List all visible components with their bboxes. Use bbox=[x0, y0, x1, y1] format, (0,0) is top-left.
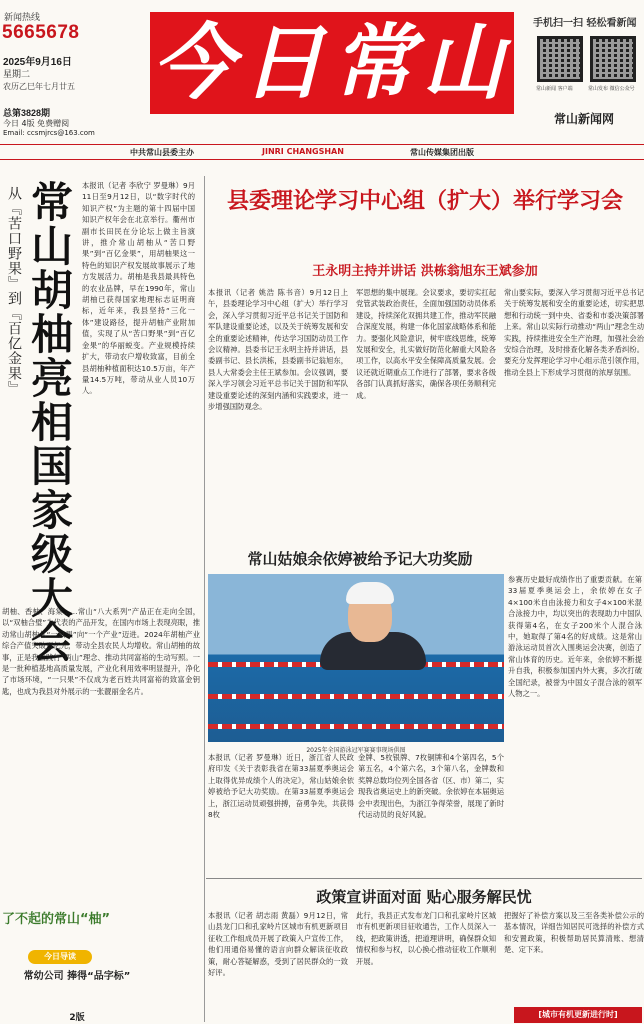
issue-date: 2025年9月16日 bbox=[3, 57, 72, 68]
today-guide-tag: 今日导读 bbox=[28, 950, 92, 964]
issue-number: 总第3828期 bbox=[3, 108, 51, 118]
swim-cap bbox=[346, 582, 394, 604]
newspaper-logo bbox=[150, 12, 514, 114]
service-headline[interactable]: 政策宣讲面对面 贴心服务解民忧 bbox=[316, 888, 532, 906]
weekday: 星期二 bbox=[3, 70, 31, 80]
qr-code-app[interactable] bbox=[537, 36, 583, 82]
service-story-column-2: 此行，我县正式发布龙门口和孔家岭片区城市有机更新项目征收通告，工作人员深入一线，把政策讲透，把道理讲明，确保群众知情权和参与权，以心换心推动征收工作顺利开展。 bbox=[356, 911, 496, 966]
hotline-number: 5665678 bbox=[2, 22, 80, 43]
news-site-name: 常山新闻网 bbox=[554, 112, 615, 126]
swim-story-column-3: 参赛历史最好成绩作出了重要贡献。在第33届夏季奥运会上，余依婷在女子4×100米自由泳接力和女子4×100米混合泳接力中，均以突出的表现助力中国队获得第4名，在女子200米个人混合泳中，她取得了第4名的好成绩。这是常山游泳运动员首次入围奥运会决赛，创造了常山体育的历史。近年来，余依婷不断提升自我，积极参加国内外大赛，多次打破全国纪录，被誉为中国女子混合泳的领军人物之一。 bbox=[508, 575, 642, 699]
left-story-promo: 了不起的常山“柚” bbox=[2, 912, 111, 927]
column-divider bbox=[204, 176, 205, 1022]
lane-rope bbox=[208, 724, 504, 729]
lunar-date: 农历乙巳年七月廿五 bbox=[3, 82, 75, 91]
hotline-label: 新闻热线 bbox=[4, 13, 41, 23]
band-pinyin: JINRI CHANGSHAN bbox=[262, 147, 344, 156]
main-story-column-2: 军思想的集中展现。会议要求，要切实扛起党管武装政治责任，全面加强国防动员体系建设，持续深化双拥共建工作，推动军民融合深度发展，构建一体化国家战略体系和能力。要强化风险意识，树牢底线思维，统筹发展和安全，扎实做好防范化解重大风险各项工作，以高水平安全保障高质量发展。会议还就近期重点工作进行了部署，要求各级各部门认真抓好落实，确保各项任务顺利完成。 bbox=[356, 288, 496, 400]
contact-email: Email: ccsmjrcs@163.com bbox=[3, 129, 95, 137]
swim-story-column-1: 本报讯（记者 罗曼琳）近日，浙江省人民政府印发《关于表彰我省在第33届夏季奥运会上取得优异成绩个人的决定》，常山姑娘余依婷被给予记大功奖励。在第33届夏季奥运会上，浙江运动员顽强拼搏，奋勇争先，共获得8枚 bbox=[208, 753, 354, 820]
urban-renewal-tag[interactable]: [城市有机更新进行时] bbox=[514, 1007, 642, 1023]
main-headline[interactable]: 县委理论学习中心组（扩大）举行学习会 bbox=[226, 189, 623, 214]
qr-caption-app: 常山新闻 客户端 bbox=[536, 86, 573, 92]
qr-caption-wechat: 常山发布 微信公众号 bbox=[588, 86, 635, 92]
main-story-column-1: 本报讯（记者 姚浩 陈书音）9月12日上午，县委理论学习中心组（扩大）举行学习会，深入学习贯彻习近平总书记关于国防和军队建设重要论述，以及关于统筹发展和安全的重要论述精神，传达学习国防动员工作会议精神。县委书记王永明主持并讲话，县委副书记、县长洪栋，县委副书记翁旭东，县人大常委会主任王斌参加。会议强调，要深入学习领会习近平总书记关于国防和军队建设重要论述的深刻内涵和实践要求，进一步增强国防观念。 bbox=[208, 288, 348, 412]
photo-caption: 2025年全国游泳冠军赛赛事现场供图 bbox=[306, 747, 406, 754]
swimmer-photo[interactable] bbox=[208, 574, 504, 742]
main-story-column-3: 常山要实际，要深入学习贯彻习近平总书记关于统筹发展和安全的重要论述，切实把思想和行动统一到中央、省委和市委决策部署上来。常山以实际行动推动“两山”理念生动实践，持续推进安全生产治理，加强社会治安综合治理，及时排查化解各类矛盾纠纷。要充分发挥理论学习中心组示范引领作用，推动全县上下形成学习贯彻的浓厚氛围。 bbox=[504, 288, 644, 377]
left-story-kicker: 从『苦口野果』到『百亿金果』 bbox=[6, 186, 22, 396]
page-count: 今日 4版 免费赠阅 bbox=[3, 119, 70, 128]
swim-story-column-2: 金牌、5枚银牌、7枚铜牌和4个第四名，5个第五名，4个第六名，3个第八名，金牌数和奖牌总数均位列全国各省（区、市）第二，实现我省奥运史上的新突破。余依婷在本届奥运会中表现出色，为浙江争得荣誉，展现了新时代运动员的良好风貌。 bbox=[358, 753, 504, 820]
qr-code-wechat[interactable] bbox=[590, 36, 636, 82]
band-publisher: 常山传媒集团出版 bbox=[410, 148, 474, 157]
left-story-body-continued: 胡柚、香柚、海棠……常山“八大系列”产品正在走向全国，以“双柚合璧”为代表的产品开发，在国内市场上表现亮眼，推动常山胡柚从“一只果”向“一个产业”迈进。2024年胡柚产业综合产值突破百亿元，带动全县农民人均增收。常山胡柚的故事，正是我县践行“两山”理念、推动共同富裕的生动写照。一是一批种植基地高质量发展，产业化利用效率明显提升，净化了市场环境，“一只果”不仅成为老百姓共同富裕的致富金钥匙，也成为我县对外展示的一张靓丽金名片。 bbox=[2, 607, 200, 696]
main-subheadline: 王永明主持并讲话 洪栋翁旭东王斌参加 bbox=[312, 264, 538, 279]
service-story-column-1: 本报讯（记者 胡志雨 黄磊）9月12日，常山县龙门口和孔家岭片区城市有机更新项目征收工作组成员开展了政策入户宣传工作，他们用通俗易懂的语言向群众解读征收政策，耐心答疑解惑，受到了居民群众的一致好评。 bbox=[208, 911, 348, 978]
service-story-column-3: 把握好了补偿方案以及三至各类补偿公示的基本情况，详细告知居民可选择的补偿方式和安置政策，积极帮助居民算清账、想清楚、定下来。 bbox=[504, 911, 644, 955]
publisher-band bbox=[0, 144, 644, 160]
swim-headline[interactable]: 常山姑娘余依婷被给予记大功奖励 bbox=[247, 550, 473, 568]
scan-prompt: 手机扫一扫 轻松看新闻 bbox=[533, 18, 637, 29]
band-sponsor: 中共常山县委主办 bbox=[130, 148, 194, 157]
left-story-headline[interactable]: 常山胡柚亮相国家级大会 bbox=[25, 180, 74, 664]
logo-text: 今日常山 bbox=[152, 15, 512, 111]
lane-rope bbox=[208, 694, 504, 699]
today-guide-title[interactable]: 常幼公司 捧得“品字标” bbox=[23, 971, 131, 982]
section-divider bbox=[206, 878, 642, 879]
today-guide-page[interactable]: 2版 bbox=[69, 1013, 85, 1023]
left-story-body: 本报讯（记者 李欣宁 罗曼琳）9月11日至9月12日，以“数字时代的知识产权”为主题的第十四届中国知识产权年会在北京举行。衢州市副市长田民在分论坛上做主旨演讲，推介常山胡柚从“苦口野果”到“百亿金果”，用胡柚果这一特色的知识产权发展故事展示了地方发展活力。胡柚是我县最具特色的农业品牌，早在1990年，常山胡柚已获得国家地理标志证明商标，近年来，我县坚持“三化一体”建设路径，提升胡柚产业附加值，实现了从“苦口野果”到“百亿金果”的华丽蜕变。产业规模持续扩大，带动农户增收致富，目前全县胡柚种植面积达10.5万亩，年产量14.5万吨，带动从业人员10万人。 bbox=[82, 181, 195, 396]
